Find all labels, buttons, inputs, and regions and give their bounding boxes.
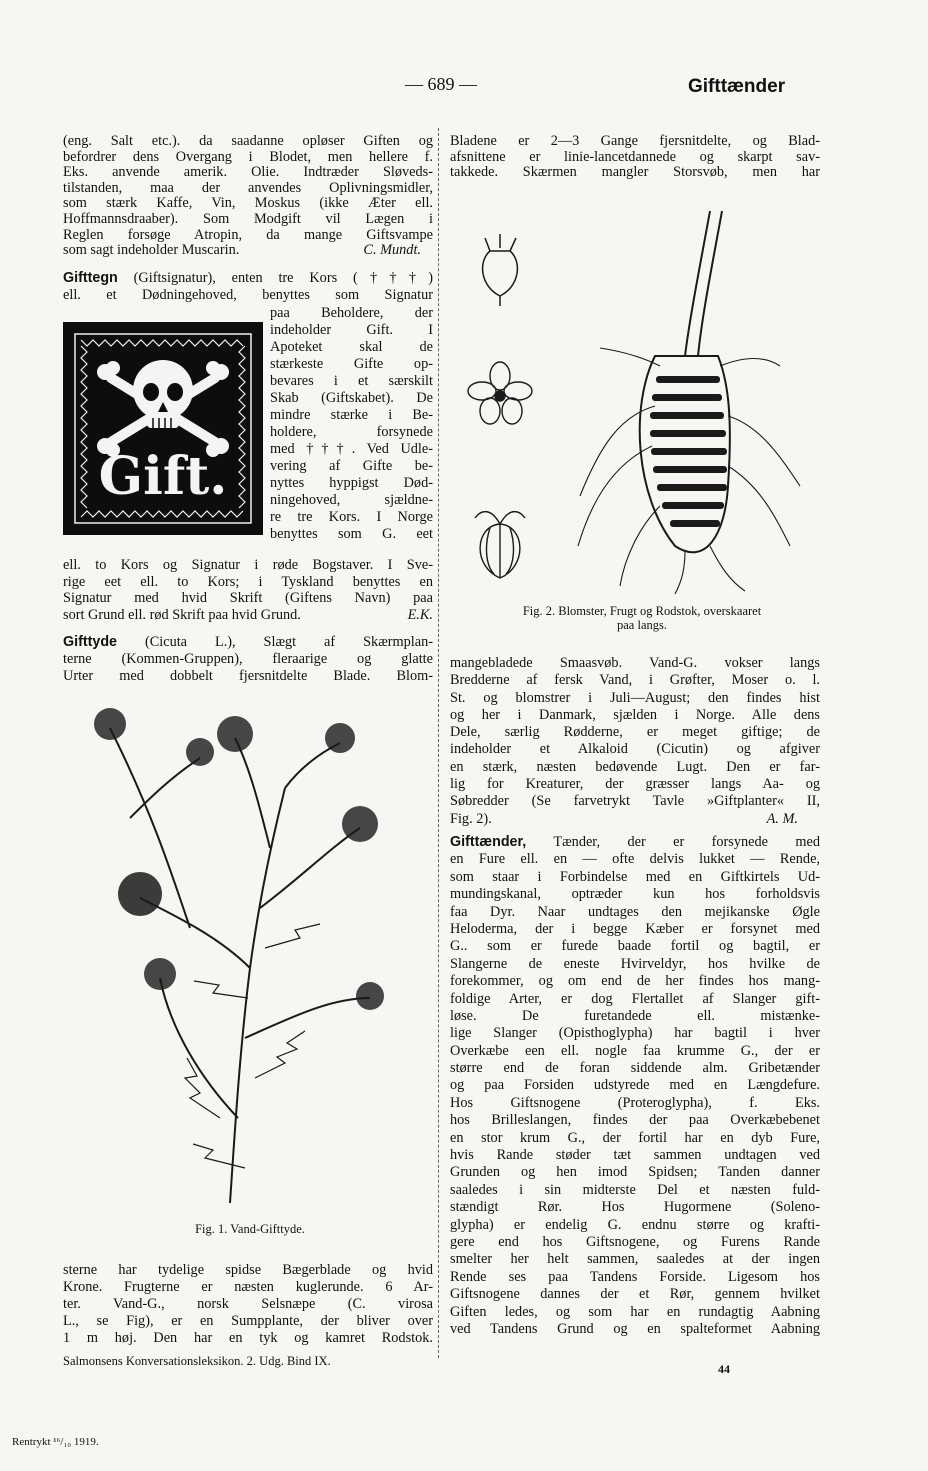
- text-line: Apoteket skal de: [270, 339, 433, 355]
- text-line: indeholder Gift. I: [270, 322, 433, 338]
- text-line: Urter med dobbelt fjersnitdelte Blade. Blom-: [63, 668, 433, 684]
- text-line: Grunden og hen imod Spidsen; Tanden danner: [450, 1164, 820, 1181]
- text-line: L., se Fig), er en Sumpplante, der bliver over: [63, 1313, 433, 1329]
- text-line: 1 m høj. Den har en tyk og kamret Rodstok.: [63, 1330, 433, 1346]
- text-line: Giftsnogene dannes der et Rør, gennem hvilket: [450, 1286, 820, 1303]
- text-line: og her i Danmark, sjælden i Norge. Alle dens: [450, 706, 820, 723]
- author-signature: A. M.: [766, 810, 798, 827]
- text-line: som stærk Kaffe, Vin, Moskus (ikke Æter ell.: [63, 195, 433, 212]
- text-line: rige eet ell. to Kors; i Tyskland benyttes en: [63, 573, 433, 590]
- entry-headword: Gifttænder,: [450, 834, 527, 850]
- gifttegn-entry: [63, 270, 433, 304]
- poison-label-text: Gift.: [98, 446, 228, 507]
- text-line: stændigt Rør. Hos Hugormene (Soleno-: [450, 1199, 820, 1216]
- caption-line: Fig. 2. Blomster, Frugt og Rodstok, overskaaret: [522, 604, 762, 618]
- text-line: re tre Kors. I Norge: [270, 509, 433, 525]
- text-line: Hos Giftsnogene (Proteroglypha), f. Eks.: [450, 1094, 820, 1111]
- text-line: benyttes som G. eet: [270, 526, 433, 542]
- text-line: G.. som er furede baade fortil og bagtil, er: [450, 938, 820, 955]
- text-line: stærkeste Gifte op-: [270, 356, 433, 372]
- gifttegn-narrow-text: [270, 305, 433, 543]
- text-line: Skab (Giftskabet). De: [270, 390, 433, 406]
- text-line: faa Dyr. Naar undtages den mejikanske Øgle: [450, 903, 820, 920]
- text-line: hvis Rande støder tæt sammen undtagen ved: [450, 1147, 820, 1164]
- flower-fruit-rootstock-illustration: [460, 206, 810, 596]
- text-line: St. og blomstrer i Juli—August; den findes hist: [450, 689, 820, 706]
- text-line: større end de foran siddende alm. Gribetænder: [450, 1060, 820, 1077]
- text-line: som sagt indeholder Muscarin. C. Mundt.: [63, 242, 421, 259]
- text-line: saaledes i sin midterste Del et næsten fuld-: [450, 1181, 820, 1198]
- entry-headword: Gifttegn: [63, 270, 118, 286]
- text-line: takkede. Skærmen mangler Storsvøb, men har: [450, 164, 820, 181]
- text-line: lige Slanger (Opisthoglypha) har bagtil i hver: [450, 1025, 820, 1042]
- text-line: Rende ses paa Tandens Forside. Ligesom hos: [450, 1268, 820, 1285]
- text-line: lig for Kreaturer, der græsser langs Aa- og: [450, 776, 820, 793]
- text-line: forekommer, og om end de her findes hos mang-: [450, 973, 820, 990]
- text-line: Krone. Frugterne er næsten kuglerunde. 6 Ar-: [63, 1279, 433, 1295]
- print-date-note: Rentrykt ¹⁶/₁₀ 1919.: [12, 1436, 99, 1448]
- text-line: Eks. anvende amerik. Olie. Indtræder Sløveds-: [63, 164, 433, 181]
- text-line: Fig. 2). A. M.: [450, 810, 798, 827]
- water-hemlock-illustration: [70, 698, 430, 1208]
- text-line: Bredderne af fersk Vand, i Grøfter, Moser o. l.: [450, 672, 820, 689]
- left-bottom-paragraph: [63, 1262, 433, 1347]
- text-line: paa Beholdere, der: [270, 305, 433, 321]
- text-line: mundingskanal, optræder kun hos forholdsvis: [450, 886, 820, 903]
- text-line: som staar i Forbindelse med en Giftkirtels Ud-: [450, 868, 820, 885]
- text-line: en Fure ell. en — ofte delvis lukket — Rende,: [450, 851, 820, 868]
- column-divider: [438, 128, 439, 1358]
- text-line: glypha) er endelig G. endnu større og krafti-: [450, 1216, 820, 1233]
- text-line: gere end hos Giftsnogene, og Furens Rande: [450, 1233, 820, 1250]
- text-line: sterne har tydelige spidse Bægerblade og hvid: [63, 1262, 433, 1278]
- right-top-paragraph: [450, 134, 820, 181]
- text-line: Bladene er 2—3 Gange fjersnitdelte, og Blad-: [450, 133, 820, 149]
- text-line: og paa Forsiden udstyrede med en Længdefure.: [450, 1077, 820, 1094]
- text-line: tilstanden, maa der anvendes Oplivningsmidler,: [63, 179, 433, 196]
- text-line: befordrer dens Overgang i Blodet, men hellere f.: [63, 148, 433, 165]
- text-line: ved Tandens Grund og en spalteformet Aabning: [450, 1320, 820, 1337]
- text-line: en stærk, næsten bedøvende Lugt. Den er far-: [450, 758, 820, 775]
- text-line: Dele, særlig Rødderne, er meget giftige; de: [450, 724, 820, 741]
- text-line: Slangerne de eneste Hvirveldyr, hos hvilke de: [450, 955, 820, 972]
- text-line: ell. to Kors og Signatur i røde Bogstaver. I Sve-: [63, 557, 433, 573]
- text-line: Reglen forsøge Atropin, da mange Giftsvampe: [63, 226, 433, 243]
- publication-footer: Salmonsens Konversationsleksikon. 2. Udg. Bind IX.: [63, 1354, 331, 1368]
- text-line: terne (Kommen-Gruppen), fleraarige og glatte: [63, 651, 433, 667]
- text-line: nyttes hyppigst Død-: [270, 475, 433, 491]
- text-line: Heloderma, der i begge Kæber er forsynet med: [450, 920, 820, 937]
- text-line: ell. et Dødningehoved, benyttes som Signatur: [63, 287, 433, 303]
- running-headword: Gifttænder: [688, 76, 786, 97]
- text-line: Gifttegn (Giftsignatur), enten tre Kors (†††): [63, 270, 433, 286]
- text-line: smelter her helt sammen, saaledes at der ingen: [450, 1251, 820, 1268]
- text-line: afsnittene er linie-lancetdannede og skarpt sav-: [450, 148, 820, 165]
- caption-line: paa langs.: [617, 618, 667, 632]
- text-line: Gifttyde (Cicuta L.), Slægt af Skærmplan-: [63, 634, 433, 650]
- text-line: ter. Vand-G., norsk Selsnæpe (C. virosa: [63, 1296, 433, 1312]
- text-line: hos Brilleslangen, findes der paa Overkæbebenet: [450, 1112, 820, 1129]
- page-number: — 689 —: [405, 74, 477, 94]
- entry-headword: Gifttyde: [63, 634, 118, 650]
- text-line: sort Grund ell. rød Skrift paa hvid Grund. E.K.: [63, 606, 433, 623]
- text-line: bevares i et særskilt: [270, 373, 433, 389]
- text-line: mindre stærke i Be-: [270, 407, 433, 423]
- text-line: med †††. Ved Udle-: [270, 441, 433, 457]
- author-signature: C. Mundt.: [363, 242, 421, 259]
- signature-number: 44: [718, 1362, 730, 1376]
- figure-2-caption: [462, 604, 822, 632]
- poison-label-image: [63, 322, 263, 535]
- right-middle-paragraph: [450, 655, 820, 828]
- text-line: ningehoved, sjældne-: [270, 492, 433, 508]
- text-line: Signatur med hvid Skrift (Giftens Navn) paa: [63, 590, 433, 606]
- author-signature: E.K.: [407, 606, 433, 623]
- text-line: holdere, forsynede: [270, 424, 433, 440]
- gifttegn-rest: [63, 557, 433, 623]
- text-line: foldige Arter, er dog Flertallet af Slanger gift-: [450, 990, 820, 1007]
- text-line: Gifttænder, Tænder, der er forsynede med: [450, 834, 820, 850]
- gifttyde-entry: [63, 634, 433, 685]
- text-line: vering af Gifte be-: [270, 458, 433, 474]
- figure-1-caption: Fig. 1. Vand-Gifttyde.: [195, 1222, 305, 1236]
- text-line: (eng. Salt etc.). da saadanne opløser Giften og: [63, 133, 433, 149]
- left-top-paragraph: [63, 134, 433, 259]
- text-line: indeholder et Alkaloid (Cicutin) og afgiver: [450, 741, 820, 758]
- text-line: Giften ledes, og som har en rundagtig Aabning: [450, 1303, 820, 1320]
- text-line: en stor krum G., der fortil har en dyb Fure,: [450, 1129, 820, 1146]
- text-line: Overkæbe een ell. nogle faa krumme G., der er: [450, 1042, 820, 1059]
- text-line: Søbredder (Se farvetrykt Tavle »Giftplanter« II,: [450, 793, 820, 810]
- text-line: Hoffmannsdraaber). Som Modgift vil Lægen i: [63, 210, 433, 227]
- gifttaender-entry: [450, 834, 820, 1338]
- text-line: løse. De furetandede ell. mistænke-: [450, 1007, 820, 1024]
- text-line: mangebladede Smaasvøb. Vand-G. vokser langs: [450, 655, 820, 671]
